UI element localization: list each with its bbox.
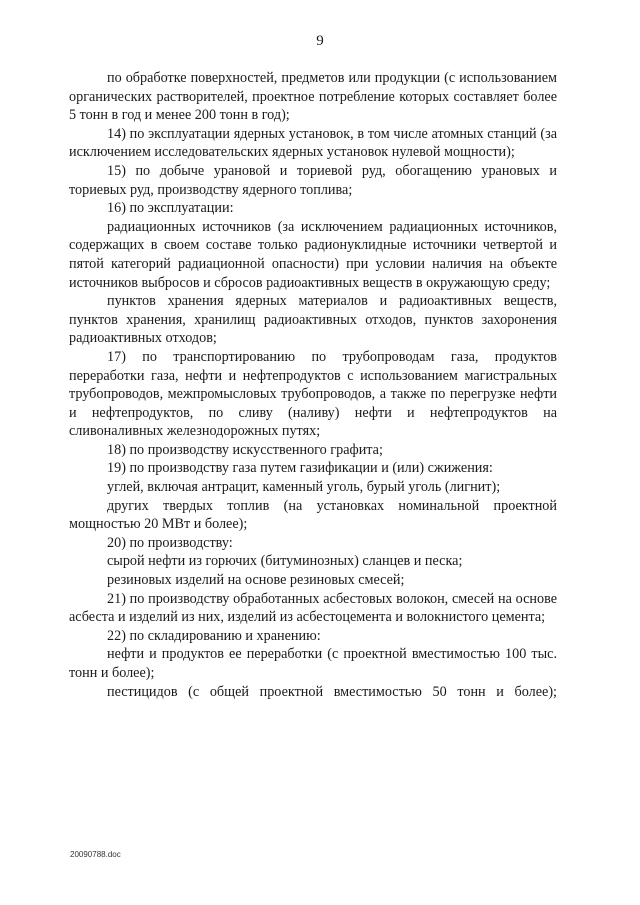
paragraph-coals: углей, включая антрацит, каменный уголь, бурый уголь (лигнит); [107,479,501,496]
paragraph-item-18: 18) по производству искусственного графита; [107,441,383,458]
paragraph-item-19: 19) по производству газа путем газификации и (или) сжижения: [107,460,493,477]
paragraph-oil-storage: нефти и продуктов ее переработки (с проектной вместимостью 100 тыс. тонн и более); [69,646,557,681]
paragraph-surface-treatment: по обработке поверхностей, предметов или продукции (с использованием органических растворителей, проектное потребление которых составляет более 5 тонн в год и менее 200 тонн в год); [69,70,557,124]
paragraph-item-21: 21) по производству обработанных асбестовых волокон, смесей на основе асбеста и изделий из них, изделий из асбестоцемента и волокнистого цемента; [69,590,557,626]
paragraph-item-15: 15) по добыче урановой и ториевой руд, обогащению урановых и ториевых руд, производству ядерного топлива; [69,162,557,198]
paragraph-crude-oil: сырой нефти из горючих (битуминозных) сланцев и песка; [107,553,463,570]
paragraph-item-16: 16) по эксплуатации: [107,200,234,217]
paragraph-item-20: 20) по производству: [107,534,233,551]
paragraph-item-17: 17) по транспортированию по трубопроводам газа, продуктов переработки газа, нефти и нефтепродуктов с использованием магистральных трубопроводов, межпромысловых трубопроводов, а также по перегрузке нефти и нефтепродуктов, по сливу (наливу) нефти и нефтепродуктов на сливоналивных железнодорожных путях; [69,348,557,440]
document-body [69,69,557,701]
paragraph-item-14: 14) по эксплуатации ядерных установок, в том числе атомных станций (за исключением исследовательских ядерных установок нулевой мощности); [69,125,557,161]
paragraph-rubber-products: резиновых изделий на основе резиновых смесей; [107,572,405,589]
paragraph-radiation-sources: радиационных источников (за исключением радиационных источников, содержащих в своем составе только радионуклидные источники четвертой и пятой категорий радиационной опасности) при условии наличия на объекте источников выбросов и сбросов радиоактивных веществ в окружающую среду; [69,218,557,291]
paragraph-item-22: 22) по складированию и хранению: [107,627,321,644]
paragraph-other-solid-fuels: других твердых топлив (на установках номинальной проектной мощностью 20 МВт и более); [69,497,557,533]
paragraph-storage-points: пунктов хранения ядерных материалов и радиоактивных веществ, пунктов хранения, хранилищ радиоактивных отходов, пунктов захоронения радиоактивных отходов; [69,293,557,347]
page-number: 9 [316,33,324,49]
paragraph-pesticides: пестицидов (с общей проектной вместимостью 50 тонн и более); [107,683,557,700]
file-name-footer: 20090788.doc [70,850,121,859]
